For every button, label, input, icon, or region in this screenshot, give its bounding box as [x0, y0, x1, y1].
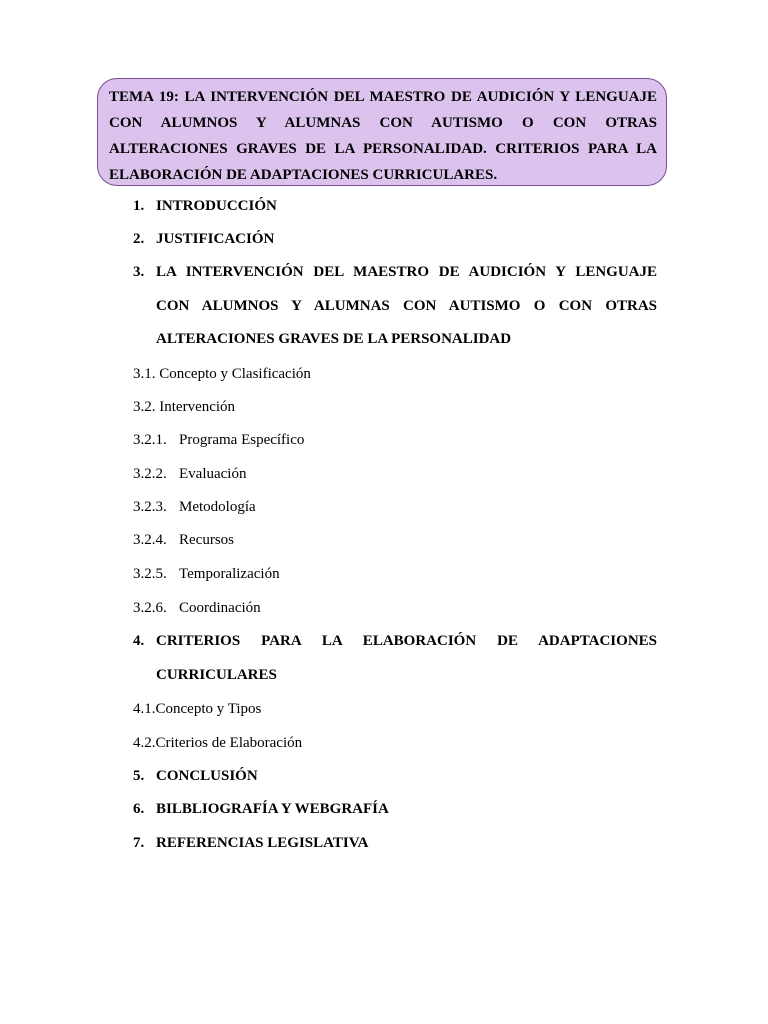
toc-item-3-2-3 — [133, 497, 256, 517]
toc-item-3-2-4 — [133, 530, 234, 550]
toc-item-3-2-2 — [133, 464, 247, 484]
topic-title-line-4: ELABORACIÓN DE ADAPTACIONES CURRICULARES. — [109, 167, 498, 183]
topic-title-box — [97, 78, 667, 186]
toc-item-3-2-4-label: Recursos — [179, 532, 234, 548]
toc-item-7-label: REFERENCIAS LEGISLATIVA — [156, 835, 369, 851]
toc-item-3-2: 3.2. Intervención — [133, 399, 236, 415]
toc-item-2-label: JUSTIFICACIÓN — [156, 231, 275, 247]
toc-item-3-2-1 — [133, 430, 305, 450]
toc-item-3-2-3-number: 3.2.3. — [133, 499, 167, 515]
topic-title-line-3: ALTERACIONES GRAVES DE LA PERSONALIDAD. CRITERIOS PARA LA — [109, 141, 657, 157]
toc-item-6-label: BILBLIOGRAFÍA Y WEBGRAFÍA — [156, 801, 389, 817]
toc-item-3-2-5-label: Temporalización — [179, 566, 280, 582]
toc-item-4-line-2: CURRICULARES — [156, 667, 277, 683]
toc-item-3-line-2: CON ALUMNOS Y ALUMNAS CON AUTISMO O CON OTRAS — [156, 298, 657, 314]
toc-item-6 — [133, 799, 389, 819]
toc-item-2 — [133, 229, 275, 249]
toc-item-1 — [133, 196, 277, 216]
toc-item-2-number: 2. — [133, 231, 145, 247]
toc-item-7-number: 7. — [133, 835, 145, 851]
toc-item-3-2-6-label: Coordinación — [179, 600, 261, 616]
toc-item-3-2-2-label: Evaluación — [179, 466, 247, 482]
toc-item-3-line-3: ALTERACIONES GRAVES DE LA PERSONALIDAD — [156, 331, 512, 347]
toc-item-3-2-1-label: Programa Específico — [179, 432, 305, 448]
toc-item-1-number: 1. — [133, 198, 145, 214]
toc-item-3-2-2-number: 3.2.2. — [133, 466, 167, 482]
topic-title-line-2: CON ALUMNOS Y ALUMNAS CON AUTISMO O CON OTRAS — [109, 115, 657, 131]
toc-item-4-line-1: CRITERIOS PARA LA ELABORACIÓN DE ADAPTACIONES — [156, 633, 657, 649]
toc-item-3-1: 3.1. Concepto y Clasificación — [133, 366, 311, 382]
toc-item-7 — [133, 833, 369, 853]
toc-item-5-label: CONCLUSIÓN — [156, 768, 258, 784]
toc-item-3-2-4-number: 3.2.4. — [133, 532, 167, 548]
toc-item-5 — [133, 766, 258, 786]
toc-item-4-number: 4. — [133, 633, 145, 649]
toc-item-3-number: 3. — [133, 264, 145, 280]
toc-item-3-2-6 — [133, 598, 261, 618]
toc-item-3-2-3-label: Metodología — [179, 499, 256, 515]
toc-item-1-label: INTRODUCCIÓN — [156, 198, 277, 214]
topic-title-line-1: TEMA 19: LA INTERVENCIÓN DEL MAESTRO DE AUDICIÓN Y LENGUAJE — [109, 89, 657, 105]
toc-item-4-2: 4.2.Criterios de Elaboración — [133, 735, 303, 751]
toc-item-4-1: 4.1.Concepto y Tipos — [133, 701, 262, 717]
toc-item-3-line-1: LA INTERVENCIÓN DEL MAESTRO DE AUDICIÓN Y LENGUAJE — [156, 264, 657, 280]
toc-item-6-number: 6. — [133, 801, 145, 817]
toc-item-5-number: 5. — [133, 768, 145, 784]
toc-item-3-2-5 — [133, 564, 280, 584]
toc-item-3-2-5-number: 3.2.5. — [133, 566, 167, 582]
toc-item-3-2-6-number: 3.2.6. — [133, 600, 167, 616]
toc-item-3-2-1-number: 3.2.1. — [133, 432, 167, 448]
